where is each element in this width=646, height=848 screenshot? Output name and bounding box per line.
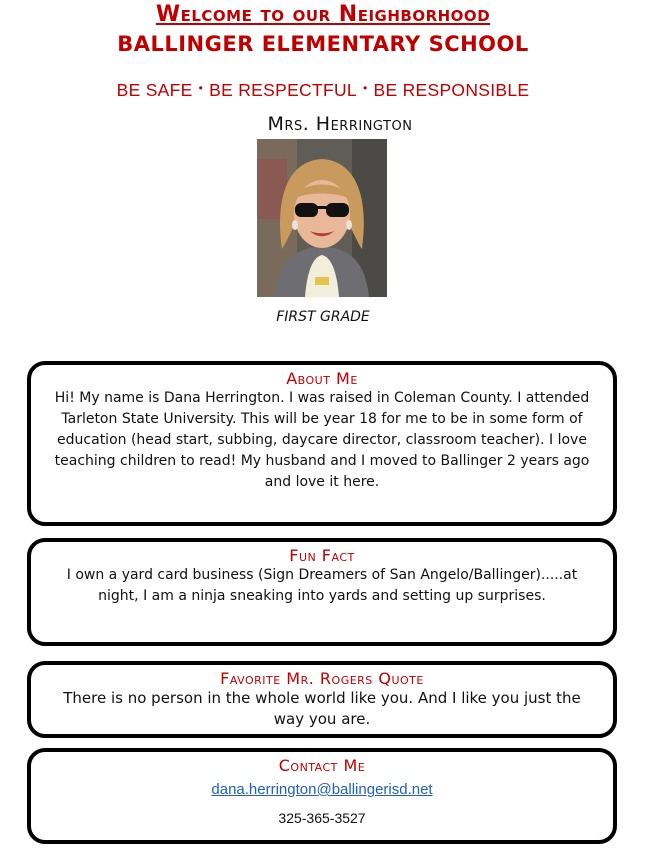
teacher-portrait-image: [257, 139, 387, 297]
fun-fact-section: [27, 538, 617, 646]
favorite-quote-text: There is no person in the whole world like you. And I like you just the way you are.: [63, 689, 581, 728]
about-me-heading: About Me: [286, 369, 358, 388]
email-link[interactable]: dana.herrington@ballingerisd.net: [211, 781, 433, 798]
page-title: Welcome to our Neighborhood: [155, 2, 491, 27]
motto-item-responsible: BE RESPONSIBLE: [373, 80, 530, 100]
motto-separator: •: [198, 81, 204, 95]
school-name: BALLINGER ELEMENTARY SCHOOL: [117, 32, 529, 56]
fun-fact-heading: Fun Fact: [289, 546, 355, 565]
motto-item-safe: BE SAFE: [116, 80, 193, 100]
phone-number: 325-365-3527: [278, 810, 366, 826]
about-me-text: Hi! My name is Dana Herrington. I was raised in Coleman County. I attended Tarleton State University. This will be year 18 for me to be in some form of education (head start, subbing, daycare director, classroom teacher). I love teaching children to read! My husband and I moved to Ballinger 2 years ago and love it here.: [54, 390, 590, 490]
contact-section: [27, 748, 617, 844]
motto-separator: •: [362, 81, 368, 95]
fun-fact-text: I own a yard card business (Sign Dreamers of San Angelo/Ballinger).....at night, I am a ninja sneaking into yards and setting up surprises.: [66, 567, 578, 604]
teacher-photo: [257, 139, 387, 297]
motto: [0, 80, 646, 101]
teacher-name: Mrs. Herrington: [267, 113, 413, 135]
contact-heading: Contact Me: [278, 756, 366, 775]
grade-label: FIRST GRADE: [276, 309, 370, 325]
favorite-quote-heading: Favorite Mr. Rogers Quote: [220, 669, 424, 688]
favorite-quote-section: [27, 661, 617, 738]
about-me-section: [27, 361, 617, 526]
motto-item-respectful: BE RESPECTFUL: [209, 80, 357, 100]
